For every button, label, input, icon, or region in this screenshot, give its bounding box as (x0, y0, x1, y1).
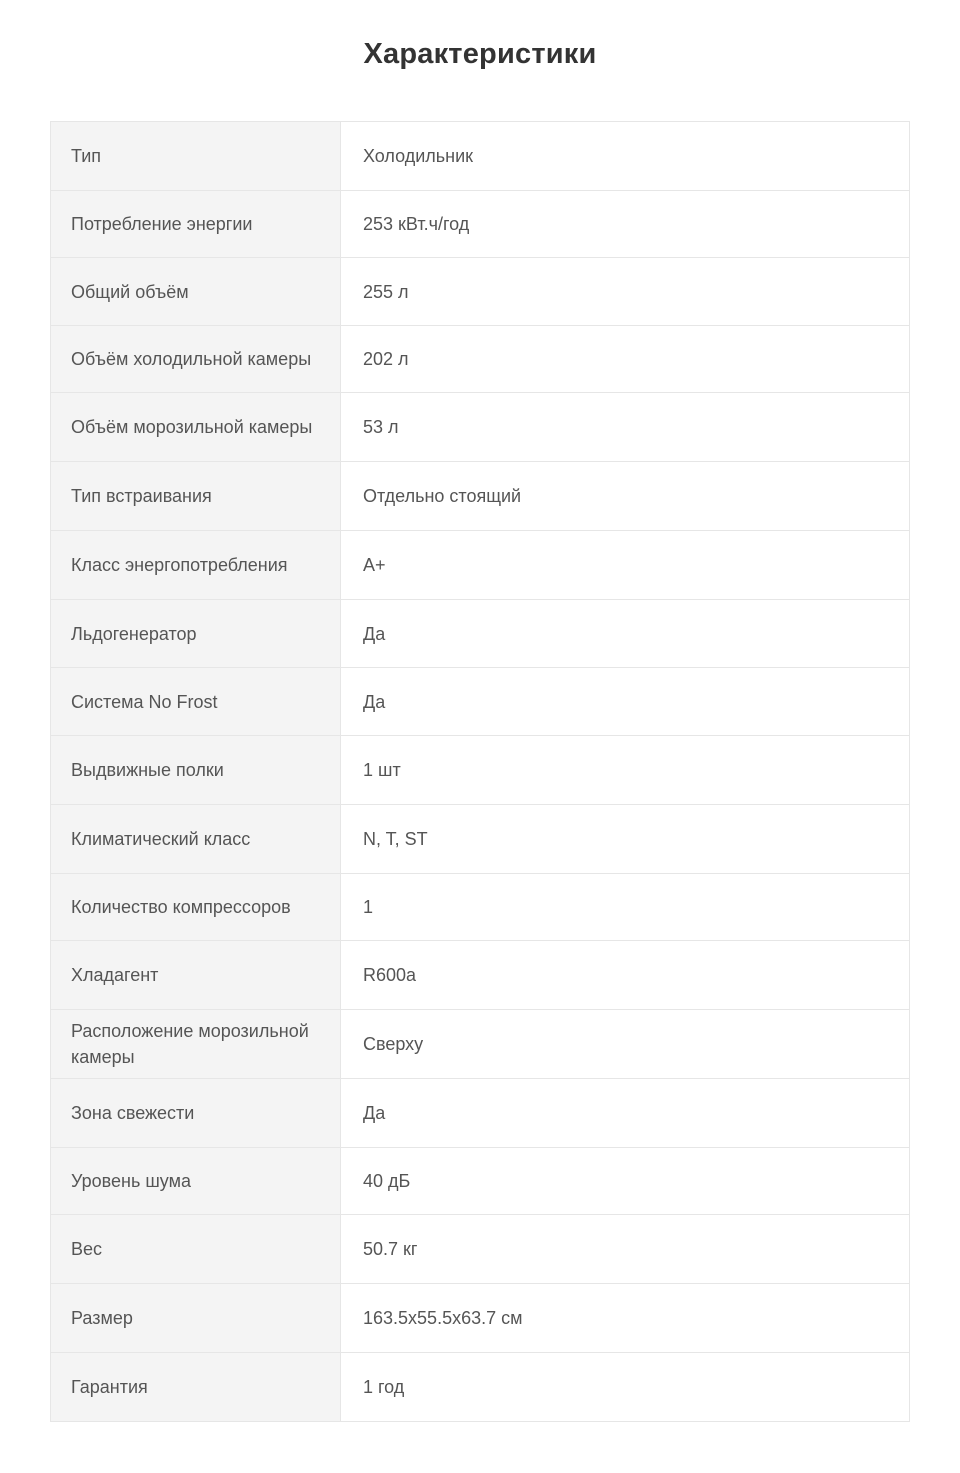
spec-row (51, 1079, 910, 1148)
spec-name: Расположение морозильной камеры (51, 1010, 341, 1079)
spec-value: 50.7 кг (341, 1215, 910, 1284)
spec-value: 1 (341, 874, 910, 941)
spec-name: Общий объём (51, 258, 341, 326)
spec-row (51, 531, 910, 600)
spec-row (51, 191, 910, 258)
spec-name: Система No Frost (51, 668, 341, 736)
spec-row (51, 1284, 910, 1353)
spec-row (51, 1148, 910, 1215)
spec-row (51, 1353, 910, 1422)
spec-name: Вес (51, 1215, 341, 1284)
spec-value: 255 л (341, 258, 910, 326)
spec-value: 1 шт (341, 736, 910, 805)
spec-row (51, 941, 910, 1010)
spec-value: 253 кВт.ч/год (341, 191, 910, 258)
spec-value: 53 л (341, 393, 910, 462)
spec-value: 202 л (341, 326, 910, 393)
spec-value: N, T, ST (341, 805, 910, 874)
spec-row (51, 1215, 910, 1284)
spec-value: Сверху (341, 1010, 910, 1079)
spec-value: 1 год (341, 1353, 910, 1422)
spec-value: Отдельно стоящий (341, 462, 910, 531)
spec-value: Да (341, 1079, 910, 1148)
spec-name: Льдогенератор (51, 600, 341, 668)
spec-name: Количество компрессоров (51, 874, 341, 941)
spec-row (51, 122, 910, 191)
spec-name: Тип (51, 122, 341, 191)
spec-name: Объём холодильной камеры (51, 326, 341, 393)
spec-value: Холодильник (341, 122, 910, 191)
spec-row (51, 805, 910, 874)
spec-value: Да (341, 668, 910, 736)
spec-value: A+ (341, 531, 910, 600)
spec-row (51, 600, 910, 668)
spec-table-body (51, 122, 910, 1422)
spec-row (51, 668, 910, 736)
spec-value: Да (341, 600, 910, 668)
page-title: Характеристики (363, 38, 597, 70)
spec-value: 40 дБ (341, 1148, 910, 1215)
spec-value: R600a (341, 941, 910, 1010)
spec-table (50, 121, 910, 1422)
spec-name: Зона свежести (51, 1079, 341, 1148)
spec-row (51, 874, 910, 941)
spec-row (51, 462, 910, 531)
spec-value: 163.5x55.5x63.7 см (341, 1284, 910, 1353)
spec-row (51, 736, 910, 805)
spec-name: Потребление энергии (51, 191, 341, 258)
spec-row (51, 326, 910, 393)
spec-name: Уровень шума (51, 1148, 341, 1215)
spec-name: Хладагент (51, 941, 341, 1010)
spec-name: Объём морозильной камеры (51, 393, 341, 462)
spec-row (51, 258, 910, 326)
spec-name: Выдвижные полки (51, 736, 341, 805)
spec-name: Класс энергопотребления (51, 531, 341, 600)
spec-row (51, 393, 910, 462)
spec-name: Тип встраивания (51, 462, 341, 531)
spec-name: Гарантия (51, 1353, 341, 1422)
spec-name: Размер (51, 1284, 341, 1353)
spec-row (51, 1010, 910, 1079)
spec-name: Климатический класс (51, 805, 341, 874)
